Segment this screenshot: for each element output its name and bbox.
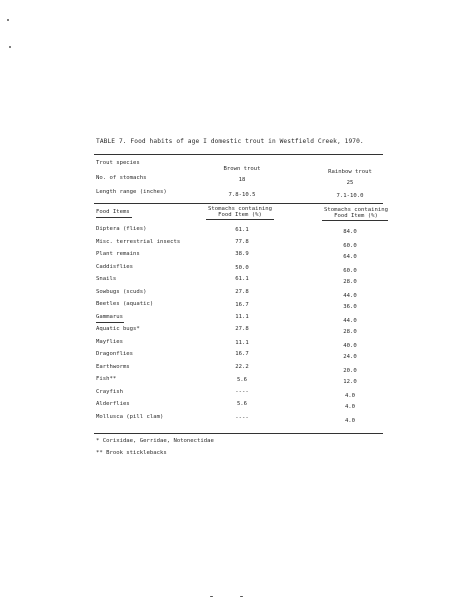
rainbow-trout-percent: 28.0 [343, 279, 357, 285]
stomachs-label: No. of stomachs [96, 175, 147, 181]
food-item-name: Beetles (aquatic) [96, 301, 154, 307]
table-caption: TABLE 7. Food habits of age I domestic trout in Westfield Creek, 1970. [96, 138, 364, 145]
brown-stomachs-value: 18 [238, 177, 246, 183]
food-item-name: Sowbugs (scuds) [96, 288, 147, 295]
species-label: Trout species [96, 160, 140, 166]
rainbow-trout-percent: 12.0 [343, 379, 357, 385]
food-item-name: Gammarus [96, 313, 123, 320]
food-item-name: Diptera (flies) [96, 226, 147, 232]
footnote-fish: ** Brook sticklebacks [96, 450, 167, 456]
brown-trout-percent: 5.6 [236, 377, 248, 383]
scan-speck [240, 596, 243, 597]
scan-speck [210, 596, 213, 597]
brown-trout-percent: 27.8 [235, 326, 249, 332]
brown-trout-percent: ---- [235, 388, 249, 395]
brown-trout-percent: 16.7 [235, 302, 249, 308]
food-item-name: Alderflies [96, 401, 130, 407]
food-item-name: Mollusca (pill clam) [96, 413, 164, 420]
rainbow-percent-header: Stomachs containing Food Item (%) [324, 207, 388, 219]
brown-trout-percent: 38.9 [235, 251, 249, 257]
footnote-aquatic-bugs: * Corixidae, Gerridae, Notonectidae [96, 438, 214, 444]
rainbow-trout-percent: 64.0 [343, 254, 357, 260]
brown-trout-percent: 77.8 [235, 238, 249, 245]
food-items-underline [96, 217, 132, 218]
brown-trout-percent: 61.1 [235, 227, 249, 233]
food-item-name: Mayflies [96, 338, 123, 345]
rainbow-stomachs-value: 25 [346, 180, 354, 186]
rainbow-trout-percent: 4.0 [344, 404, 356, 410]
rainbow-trout-percent: 28.0 [343, 329, 357, 335]
brown-trout-percent: 50.0 [235, 264, 249, 271]
gammarus-underline [96, 322, 124, 323]
food-item-name: Misc. terrestrial insects [96, 238, 181, 245]
food-item-name: Plant remains [96, 251, 140, 257]
food-item-name: Earthworms [96, 363, 130, 370]
rainbow-trout-percent: 36.0 [343, 304, 357, 310]
rainbow-trout-percent: 44.0 [343, 292, 357, 299]
scan-speck [9, 46, 11, 48]
food-item-name: Dragonflies [96, 351, 134, 357]
food-item-name: Fish** [96, 376, 117, 382]
brown-trout-percent: 22.2 [235, 363, 249, 370]
table-bottom-rule [94, 433, 383, 434]
brown-trout-header: Brown trout [223, 166, 261, 172]
rainbow-trout-percent: 24.0 [343, 354, 357, 360]
header-divider-rule [94, 203, 383, 204]
length-label: Length range (inches) [96, 189, 167, 195]
brown-trout-percent: 27.8 [235, 288, 249, 295]
food-item-name: Crayfish [96, 388, 123, 395]
brown-trout-percent: ---- [235, 414, 249, 421]
food-item-name: Caddisflies [96, 263, 134, 270]
brown-trout-percent: 61.1 [235, 276, 249, 282]
brown-trout-percent: 11.1 [235, 313, 249, 320]
brown-trout-percent: 5.6 [236, 401, 248, 407]
rainbow-trout-header: Rainbow trout [328, 169, 372, 175]
food-item-name: Snails [96, 276, 117, 282]
food-item-name: Aquatic bugs* [96, 326, 140, 332]
rainbow-col-underline [322, 220, 388, 221]
rainbow-trout-percent: 4.0 [344, 417, 356, 424]
rainbow-trout-percent: 84.0 [343, 229, 357, 235]
rainbow-length-value: 7.1-10.0 [336, 193, 364, 199]
brown-trout-percent: 11.1 [235, 339, 249, 346]
brown-trout-percent: 16.7 [235, 351, 249, 357]
table-top-rule [94, 154, 383, 155]
brown-length-value: 7.8-10.5 [228, 192, 256, 198]
food-items-header: Food Items [96, 209, 130, 215]
rainbow-trout-percent: 4.0 [344, 392, 356, 399]
rainbow-trout-percent: 60.0 [343, 242, 357, 249]
rainbow-trout-percent: 20.0 [343, 367, 357, 374]
rainbow-trout-percent: 60.0 [343, 267, 357, 274]
brown-percent-header: Stomachs containing Food Item (%) [208, 206, 272, 218]
rainbow-trout-percent: 44.0 [343, 317, 357, 324]
rainbow-trout-percent: 40.0 [343, 342, 357, 349]
scan-speck [7, 19, 9, 21]
brown-col-underline [206, 219, 274, 220]
